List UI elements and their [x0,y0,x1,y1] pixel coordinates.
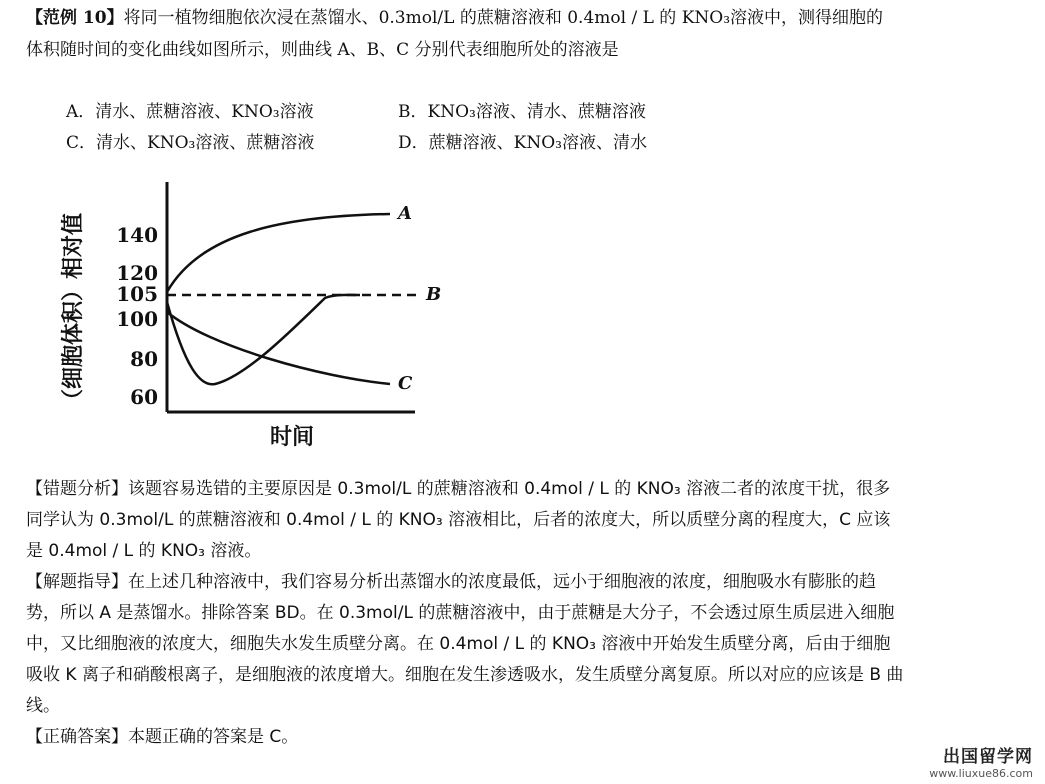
curve-a-label: A [398,203,412,224]
y-tick-60: 60 [130,385,158,409]
site-watermark [929,742,1033,780]
solution-guide-text: 在上述几种溶液中，我们容易分析出蒸馏水的浓度最低，远小于细胞液的浓度，细胞吸水有膨胀的趋势，所以 A 是蒸馏水。排除答案 BD。在 0.3mol/L 的蔗糖溶液中，由于蔗糖是大分子，不会透过原生质层进入细胞中，又比细胞液的浓度大，细胞失水发生质壁分离。在 0.4mol / L 的 KNO₃ 溶液中开始发生质壁分离，后由于细胞吸收 K 离子和硝酸根离子，是细胞液的浓度增大。细胞在发生渗透吸水，发生质壁分离复原。所以对应的应该是 B 曲线。 [26,572,904,716]
error-analysis-label: 【错题分析】 [26,479,128,499]
cell-volume-chart [60,172,460,457]
question-stem [26,2,896,66]
y-tick-140: 140 [116,223,158,247]
watermark-url: www.liuxue86.com [929,767,1033,780]
y-axis-label: （细胞体积）相对值 [61,212,86,412]
y-tick-100: 100 [116,307,158,331]
error-analysis-text: 该题容易选错的主要原因是 0.3mol/L 的蔗糖溶液和 0.4mol / L 的 KNO₃ 溶液二者的浓度干扰，很多同学认为 0.3mol/L 的蔗糖溶液和 0.4mol / L 的 KNO₃ 溶液相比，后者的浓度大，所以质壁分离的程度大，C 应该是 0.4mol / L 的 KNO₃ 溶液。 [26,479,891,561]
question-text: 将同一植物细胞依次浸在蒸馏水、0.3mol/L 的蔗糖溶液和 0.4mol / L 的 KNO₃溶液中，测得细胞的体积随时间的变化曲线如图所示，则曲线 A、B、C 分别代表细胞所处的溶液是 [26,8,884,60]
solution-guide-label: 【解题指导】 [26,572,128,592]
watermark-name: 出国留学网 [943,747,1033,767]
option-a: A．清水、蔗糖溶液、KNO₃溶液 [66,102,314,122]
x-axis-label: 时间 [269,425,315,450]
y-tick-120: 120 [116,261,158,285]
correct-answer [26,722,906,753]
curve-c-label: C [398,373,413,394]
curve-c [167,312,390,384]
question-tag: 【范例 10】 [26,8,124,28]
curve-b-label: B [426,284,442,305]
y-tick-105: 105 [116,282,158,306]
analysis-section [26,474,906,753]
correct-answer-label: 【正确答案】 [26,727,128,747]
y-tick-80: 80 [130,347,158,371]
option-b: B．KNO₃溶液、清水、蔗糖溶液 [398,102,646,122]
correct-answer-text: 本题正确的答案是 C。 [128,727,299,747]
error-analysis [26,474,906,567]
option-c: C．清水、KNO₃溶液、蔗糖溶液 [66,133,315,153]
option-d: D．蔗糖溶液、KNO₃溶液、清水 [398,133,647,153]
curve-b [167,295,360,384]
curve-a [167,214,390,292]
solution-guide [26,567,906,722]
